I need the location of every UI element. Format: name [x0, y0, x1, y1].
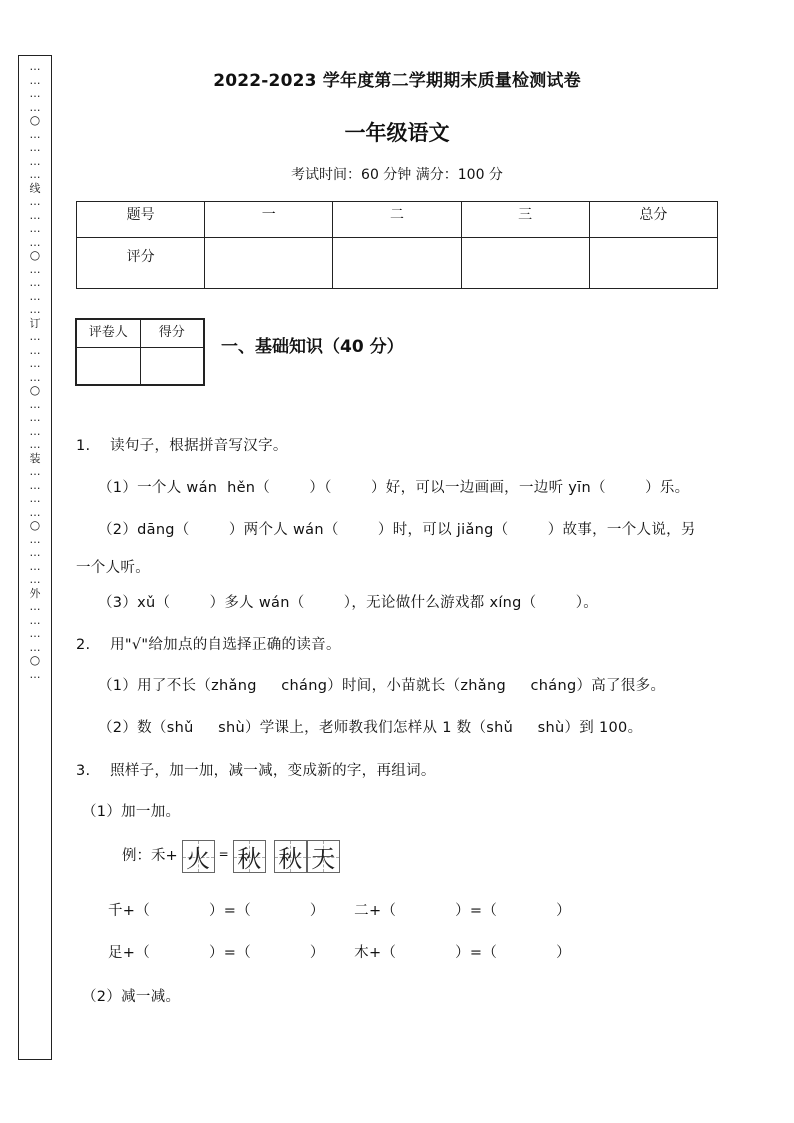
binding-dots: …: [29, 87, 41, 100]
binding-dots: …: [29, 667, 41, 681]
grader-box: [75, 318, 205, 386]
score-input-cell[interactable]: [140, 348, 204, 386]
binding-ring: ○: [29, 653, 41, 667]
tian-grid-cell: 秋: [274, 840, 307, 873]
binding-ring: ○: [29, 248, 41, 262]
equals-sign: =: [218, 847, 229, 861]
binding-char: 订: [29, 316, 41, 330]
binding-dots: …: [29, 357, 41, 370]
binding-dots: …: [29, 559, 41, 573]
binding-dots: …: [29, 100, 41, 114]
binding-dots: …: [29, 424, 41, 438]
binding-dots: …: [29, 613, 41, 627]
score-label: 得分: [140, 319, 204, 348]
score-header-cell: 总分: [589, 202, 717, 238]
exam-info: 考试时间：60 分钟 满分：100 分: [291, 167, 503, 183]
binding-dots: …: [29, 546, 41, 559]
question-3-part-1: （1）加一加。: [82, 804, 181, 820]
question-2-item-2: （2）数（shǔ shù）学课上，老师教我们怎样从 1 数（shǔ shù）到 100。: [98, 720, 643, 736]
binding-dots: …: [29, 168, 41, 181]
binding-dots: …: [29, 141, 41, 154]
binding-dots: …: [29, 235, 41, 249]
binding-ring: ○: [29, 518, 41, 532]
score-header-cell: 三: [461, 202, 589, 238]
binding-ring: ○: [29, 113, 41, 127]
binding-marks: [19, 60, 51, 681]
binding-dots: …: [29, 492, 41, 505]
binding-dots: …: [29, 438, 41, 451]
section-heading: 一、基础知识（40 分）: [221, 337, 404, 357]
binding-dots: …: [29, 127, 41, 141]
binding-dots: …: [29, 73, 41, 87]
binding-dots: …: [29, 154, 41, 168]
exam-subtitle: 一年级语文: [344, 121, 450, 145]
binding-dots: …: [29, 600, 41, 613]
score-header-cell: 一: [205, 202, 333, 238]
question-3-row-2: 足+（ ）=（ ） 木+（ ）=（ ）: [108, 945, 571, 961]
binding-char: 外: [29, 586, 41, 600]
binding-dots: …: [29, 262, 41, 276]
score-input-cell[interactable]: [461, 238, 589, 289]
score-header-cell: 题号: [77, 202, 205, 238]
binding-dots: …: [29, 276, 41, 289]
tian-grid-cell: 秋: [233, 840, 266, 873]
example-row: [122, 840, 340, 873]
question-3-prompt: 3. 照样子，加一加，减一减，变成新的字，再组词。: [76, 763, 436, 779]
binding-dots: …: [29, 411, 41, 424]
binding-dots: …: [29, 370, 41, 384]
question-2-prompt: 2. 用"√"给加点的自选择正确的读音。: [76, 637, 341, 653]
binding-dots: …: [29, 343, 41, 357]
binding-dots: …: [29, 330, 41, 343]
question-1-item-3: （3）xǔ（ ）多人 wán（ ），无论做什么游戏都 xíng（ ）。: [98, 595, 599, 611]
binding-dots: …: [29, 505, 41, 519]
binding-dots: …: [29, 60, 41, 73]
question-1-item-1: （1）一个人 wán hěn（ ）（ ）好，可以一边画画，一边听 yīn（ ）乐。: [98, 480, 690, 496]
binding-dots: …: [29, 627, 41, 640]
score-input-cell[interactable]: [589, 238, 717, 289]
binding-char: 装: [29, 451, 41, 465]
exam-title: 2022-2023 学年度第二学期期末质量检测试卷: [213, 71, 581, 91]
question-3-row-1: 千+（ ）=（ ） 二+（ ）=（ ）: [108, 903, 571, 919]
example-label: 例：禾+: [122, 848, 178, 864]
question-1-item-2: （2）dāng（ ）两个人 wán（ ）时，可以 jiǎng（ ）故事，一个人说，另: [98, 522, 696, 538]
binding-ring: ○: [29, 383, 41, 397]
binding-dots: …: [29, 640, 41, 654]
score-row-label: 评分: [77, 238, 205, 289]
binding-dots: …: [29, 289, 41, 303]
binding-margin: [18, 55, 52, 1060]
binding-dots: …: [29, 465, 41, 478]
score-header-cell: 二: [333, 202, 461, 238]
binding-dots: …: [29, 573, 41, 586]
binding-dots: …: [29, 208, 41, 222]
tian-grid-cell: 天: [307, 840, 340, 873]
score-table: [76, 201, 718, 289]
binding-dots: …: [29, 303, 41, 316]
grader-label: 评卷人: [76, 319, 140, 348]
binding-dots: …: [29, 532, 41, 546]
binding-char: 线: [29, 181, 41, 195]
grader-input-cell[interactable]: [76, 348, 140, 386]
binding-dots: …: [29, 478, 41, 492]
binding-dots: …: [29, 195, 41, 208]
question-1-item-2-cont: 一个人听。: [76, 560, 150, 576]
question-3-part-2: （2）减一减。: [82, 989, 181, 1005]
question-1-prompt: 1. 读句子，根据拼音写汉字。: [76, 438, 288, 454]
binding-dots: …: [29, 222, 41, 235]
question-2-item-1: （1）用了不长（zhǎng cháng）时间，小苗就长（zhǎng cháng）高了很多。: [98, 678, 666, 694]
binding-dots: …: [29, 397, 41, 411]
tian-grid-cell: 火: [182, 840, 215, 873]
score-input-cell[interactable]: [205, 238, 333, 289]
score-input-cell[interactable]: [333, 238, 461, 289]
